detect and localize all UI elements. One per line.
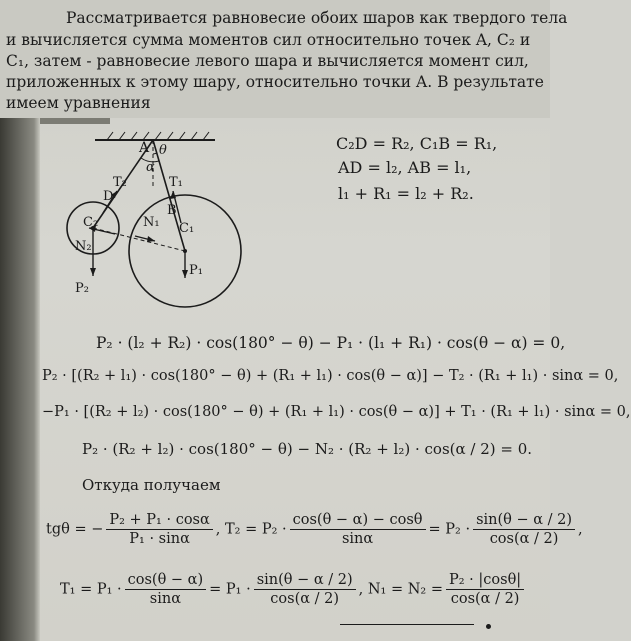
label-theta: θ <box>159 143 167 158</box>
p2-arrowhead <box>90 268 96 276</box>
intro-line-5: имеем уравнения <box>6 94 151 112</box>
tg-lhs: tgθ = − <box>46 521 104 538</box>
whence-text: Откуда получаем <box>82 476 221 494</box>
c1-point <box>183 249 187 253</box>
label-P1: P₁ <box>189 263 203 278</box>
equation-2: P₂ · [(R₂ + l₁) · cos(180° − θ) + (R₁ + l₁) · cos(θ − α)] − T₂ · (R₁ + l₁) · sinα = 0, <box>42 368 619 384</box>
tg-denominator: P₁ · sinα <box>129 531 190 547</box>
t1-fraction-2 <box>254 572 356 607</box>
results-line-1 <box>46 512 583 547</box>
t2-denominator-2: cos(α / 2) <box>489 531 559 547</box>
t2-lhs: , T₂ = P₂ · <box>215 521 287 538</box>
page-shadow-top <box>40 118 110 124</box>
label-C1: C₁ <box>179 221 195 236</box>
label-C2: C₂ <box>83 215 99 230</box>
balls-figure <box>55 128 245 308</box>
t1-lhs: T₁ = P₁ · <box>60 581 122 598</box>
tg-numerator: P₂ + P₁ · cosα <box>106 512 212 530</box>
n-numerator: P₂ · |cosθ| <box>446 572 524 590</box>
label-T1: T₁ <box>169 175 183 190</box>
equation-3: −P₁ · [(R₂ + l₂) · cos(180° − θ) + (R₁ + l₁) · cos(θ − α)] + T₁ · (R₁ + l₁) · sinα = 0, <box>42 404 631 420</box>
relation-2: AD = l₂, AB = l₁, <box>338 158 472 177</box>
intro-line-4: приложенных к этому шару, относительно точки A. В результате <box>6 73 544 91</box>
intro-line-3: C₁, затем - равновесие левого шара и вычисляется момент сил, <box>6 52 529 70</box>
results-line-2 <box>60 572 527 607</box>
t2-mid: = P₂ · <box>428 521 471 538</box>
t1-denominator-1: sinα <box>149 591 181 607</box>
label-N2: N₂ <box>75 239 92 254</box>
intro-paragraph <box>0 0 568 118</box>
n-lhs: , N₁ = N₂ = <box>358 581 443 598</box>
label-T2: T₂ <box>113 175 127 190</box>
t1-denominator-2: cos(α / 2) <box>270 591 340 607</box>
intro-line-2: и вычисляется сумма моментов сил относительно точек A, C₂ и <box>6 31 531 49</box>
t1-fraction-1 <box>125 572 207 607</box>
t2-numerator-1: cos(θ − α) − cosθ <box>290 512 426 530</box>
t1-mid: = P₁ · <box>209 581 251 598</box>
equation-1: P₂ · (l₂ + R₂) · cos(180° − θ) − P₁ · (l₁ + R₁) · cos(θ − α) = 0, <box>96 334 566 352</box>
label-N1: N₁ <box>143 215 160 230</box>
page-shadow-edge <box>0 118 40 641</box>
underline-mark <box>340 624 474 625</box>
t2-denominator-1: sinα <box>341 531 374 547</box>
n-fraction <box>446 572 524 607</box>
tg-fraction <box>106 512 212 547</box>
t2-fraction-2 <box>473 512 575 547</box>
t1-numerator-1: cos(θ − α) <box>125 572 207 590</box>
ceiling-hatching <box>107 132 209 140</box>
equation-4: P₂ · (R₂ + l₂) · cos(180° − θ) − N₂ · (R₂ + l₂) · cos(α / 2) = 0. <box>82 440 533 458</box>
label-P2: P₂ <box>75 281 89 296</box>
label-D: D <box>103 189 114 204</box>
label-alpha: α <box>146 160 155 175</box>
label-B: B <box>167 203 177 218</box>
t2-end: , <box>578 521 583 538</box>
end-dot <box>486 624 491 629</box>
label-A: A <box>139 140 150 156</box>
t1-arrowhead <box>170 191 176 199</box>
t2-numerator-2: sin(θ − α / 2) <box>473 512 575 530</box>
n-denominator: cos(α / 2) <box>450 591 520 607</box>
intro-line-1: Рассматривается равновесие обоих шаров как твердого тела <box>66 9 568 27</box>
relation-1: C₂D = R₂, C₁B = R₁, <box>336 134 498 153</box>
t2-fraction-1 <box>290 512 426 547</box>
p1-arrowhead <box>182 270 188 278</box>
relation-3: l₁ + R₁ = l₂ + R₂. <box>338 184 474 203</box>
n1-arrowhead <box>147 236 155 242</box>
t1-numerator-2: sin(θ − α / 2) <box>254 572 356 590</box>
